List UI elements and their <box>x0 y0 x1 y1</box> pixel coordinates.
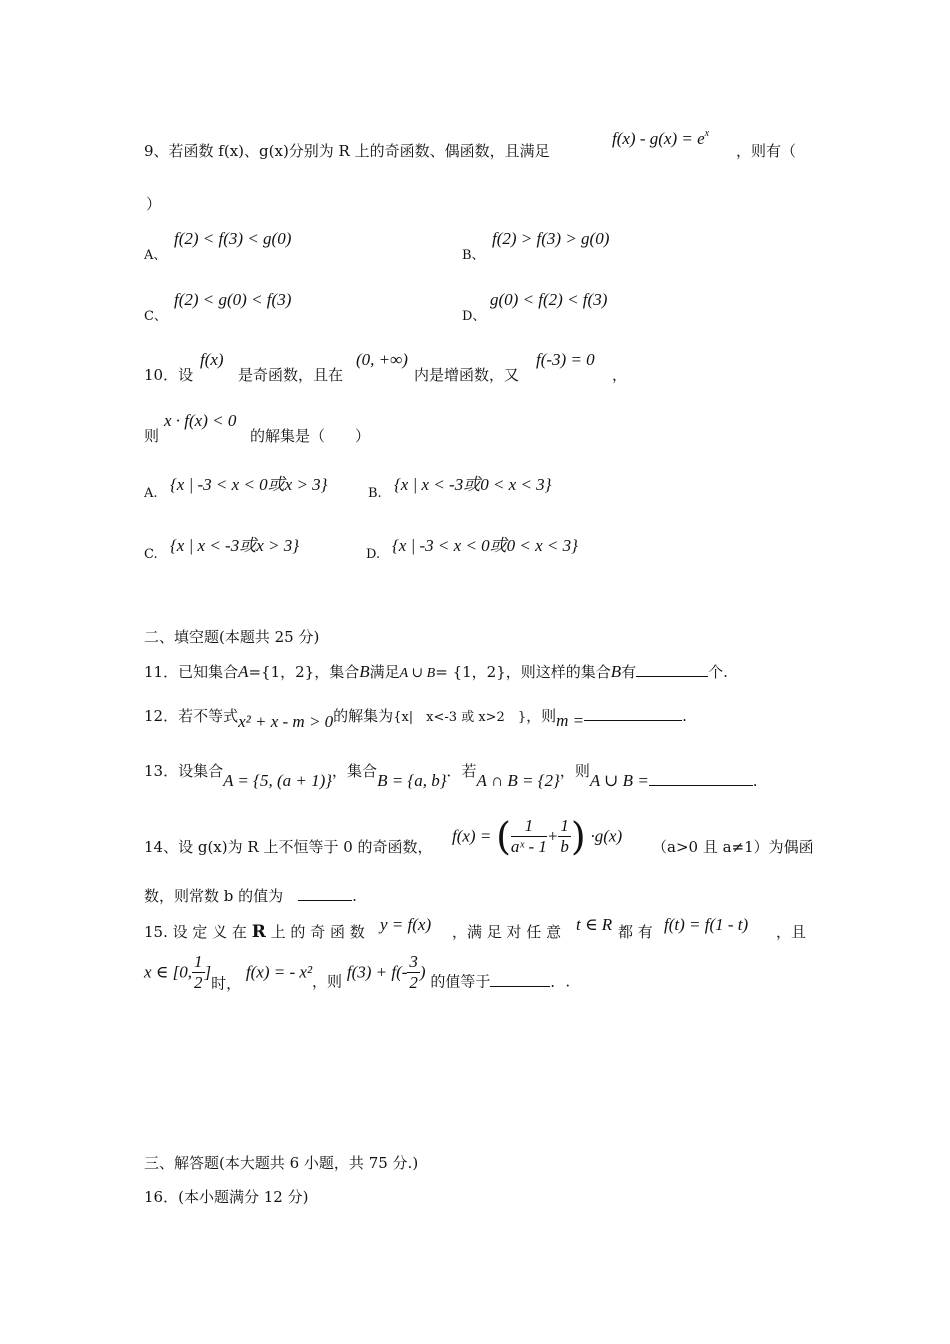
q15-e: ，且 <box>776 923 807 941</box>
section-2-heading: 二、填空题(本题共 25 分) <box>144 628 320 646</box>
q9-option-b: f(2) > f(3) > g(0) <box>492 229 610 248</box>
q16-heading: 16．(本小题满分 12 分) <box>144 1188 309 1206</box>
q10-p3: ， <box>612 366 628 384</box>
q15-line1: 15. 设 定 义 在 R 上 的 奇 函 数 <box>144 922 365 942</box>
q12-answer-blank[interactable] <box>584 706 682 721</box>
q15-line2: x ∈ [0, $\frac{1}{2}$ ]时， f(x) = - x²，则 f(3) + f(- $\frac{3}{2}$ ) 的值等于 ．. <box>144 952 571 993</box>
q9-option-b-label: B、 <box>462 248 485 263</box>
q15-answer-blank[interactable] <box>490 972 550 987</box>
q14-frac-1: $\frac{1}{\text{aˣ - 1}}$ <box>510 816 547 856</box>
q14-formula: f(x) = ( $\frac{1}{\text{aˣ - 1}}$ + $\frac{1}{b}$ ) ·g(x) <box>452 814 623 859</box>
q10-option-c: {x | x < -3或x > 3} <box>170 536 300 555</box>
q15-tR: t ∈ R <box>576 915 613 934</box>
q9-option-c-label: C、 <box>144 309 167 324</box>
q15-c: ，满 足 对 任 意 <box>452 923 562 941</box>
q9-option-d-label: D、 <box>462 309 486 324</box>
q9-close: ） <box>146 195 162 213</box>
q10-line2-post: 的解集是（ ） <box>250 427 371 445</box>
q9-option-a-label: A、 <box>144 248 167 263</box>
q9-condition: $f(x) - g(x) = e^x$ <box>612 128 710 148</box>
q12-line: 12．若不等式x² + x - m > 0的解集为{x| x<-3 或 x>2 }，则m = . <box>144 707 687 731</box>
q15-half: $\frac{1}{2}$ <box>194 952 203 992</box>
q15-ft: f(t) = f(1 - t) <box>664 915 749 934</box>
q10-p2: 内是增函数，又 <box>414 366 520 384</box>
q10-cond: f(-3) = 0 <box>536 350 595 369</box>
q11-line: 11．已知集合A={1，2}，集合B满足A ∪ B= {1，2}，则这样的集合B有 个. <box>144 662 728 681</box>
q15-yfx: y = f(x) <box>380 915 432 934</box>
section-3-heading: 三、解答题(本大题共 6 小题，共 75 分.) <box>144 1154 419 1172</box>
q10-option-d: {x | -3 < x < 0或0 < x < 3} <box>392 536 578 555</box>
q14-answer-blank[interactable] <box>298 886 352 901</box>
q14-line2: 数，则常数 b 的值为 . <box>144 887 357 905</box>
q10-fx: f(x) <box>200 350 224 369</box>
q10-p1: 是奇函数，且在 <box>238 366 344 384</box>
q10-line2-pre: 则 <box>144 427 160 445</box>
q9-stem: 9、若函数 f(x)、g(x)分别为 R 上的奇函数、偶函数，且满足 <box>144 142 550 160</box>
q9-option-d: g(0) < f(2) < f(3) <box>490 290 608 309</box>
q14-condition: （a>0 且 a≠1）为偶函 <box>652 838 814 856</box>
q10-option-c-label: C. <box>144 547 158 562</box>
q13-line: 13．设集合A = {5, (a + 1)}，集合B = {a, b}．若A ∩ B = {2}，则A ∪ B = . <box>144 762 758 790</box>
q10-option-d-label: D. <box>366 547 381 562</box>
q9-option-c: f(2) < g(0) < f(3) <box>174 290 292 309</box>
q10-option-b: {x | x < -3或0 < x < 3} <box>394 475 552 494</box>
q10-option-a-label: A. <box>144 486 158 501</box>
q9-stem-line <box>144 140 550 162</box>
q15-d: 都 有 <box>618 923 653 941</box>
q14-frac-2: $\frac{1}{b}$ <box>560 816 569 856</box>
q10-option-b-label: B. <box>368 486 382 501</box>
q15-three-halves: $\frac{3}{2}$ <box>409 952 418 992</box>
q9-option-a: f(2) < f(3) < g(0) <box>174 229 292 248</box>
q11-answer-blank[interactable] <box>636 662 708 677</box>
q13-answer-blank[interactable] <box>649 771 753 786</box>
q9-tail: ，则有（ <box>736 142 797 160</box>
q10-ineq: x · f(x) < 0 <box>164 411 237 430</box>
q10-option-a: {x | -3 < x < 0或x > 3} <box>170 475 328 494</box>
q10-interval: (0, +∞) <box>356 350 408 369</box>
q10-num: 10．设 <box>144 366 194 384</box>
q14-stem: 14、设 g(x)为 R 上不恒等于 0 的奇函数， <box>144 838 433 856</box>
